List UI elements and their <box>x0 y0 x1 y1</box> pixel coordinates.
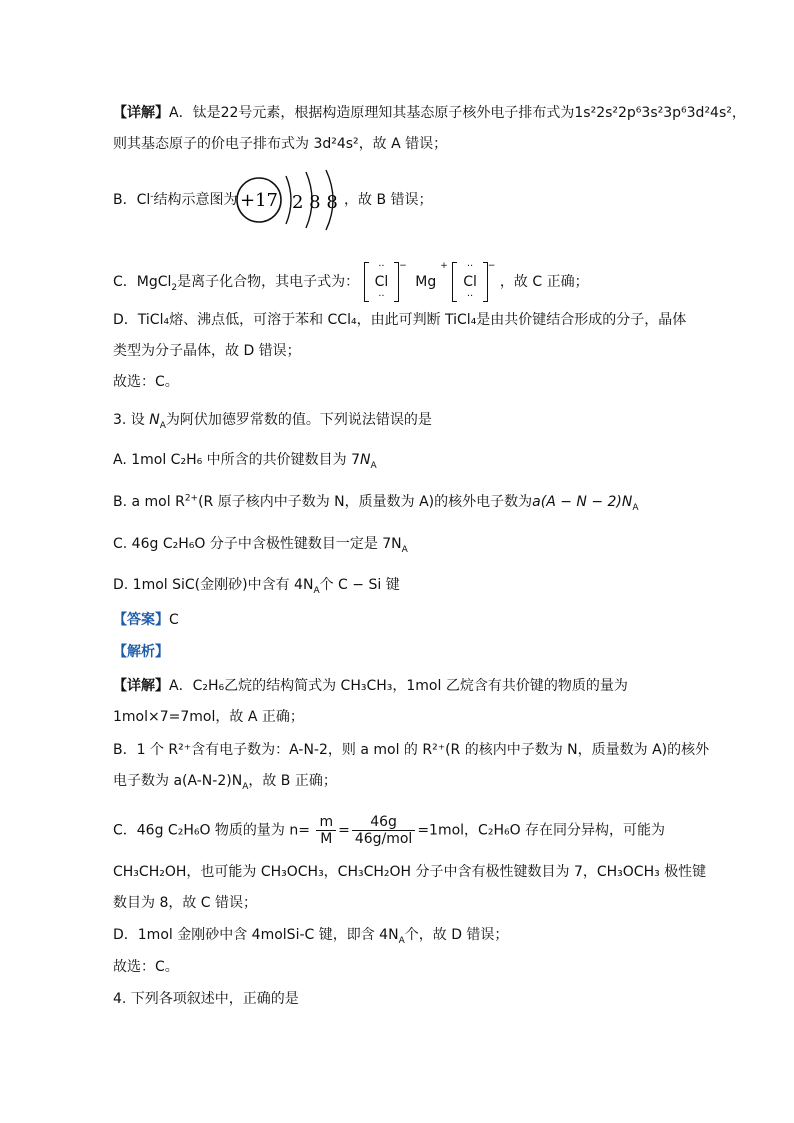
detail-c-line: C．MgCl$_2$是离子化合物，其电子式为： ·· Cl ·· − Mg+ ·· Cl ·· − ，故 C 正确； <box>113 261 589 302</box>
q3-explain-d: D．1mol 金刚砂中含 4molSi-C 键，即含 $4N_A$个，故 D 错误； <box>113 927 509 946</box>
q3-explain-a-line2: 1mol×7=7mol，故 A 正确； <box>113 709 304 725</box>
detail-b-line: B．Cl-结构示意图为 <box>113 191 238 208</box>
detail-d-line1: D．TiCl₄熔、沸点低，可溶于苯和 CCl₄，由此可判断 TiCl₄是由共价键结合形成的分子，晶体 <box>113 312 687 328</box>
q3-option-d: D. 1mol SiC(金刚砂)中含有 $4N_A$个 C − Si 键 <box>113 577 400 596</box>
fraction-m-over-M: $\frac{m}{M}$ <box>316 814 336 847</box>
nucleus-charge: +17 <box>240 190 278 211</box>
detail-d-line2: 类型为分子晶体，故 D 错误； <box>113 343 301 359</box>
q3-option-c: C. 46g C₂H₆O 分子中含极性键数目一定是 $7N_A$ <box>113 536 408 555</box>
q3-option-b: B. a mol $R^{2+}(R$ 原子核内中子数为 N，质量数为 A)的核外电子数为$a(A - N - 2)N_A$ <box>113 493 639 513</box>
q3-choice: 故选：C。 <box>113 959 179 975</box>
q3-explain-c-line3: 数目为 8，故 C 错误； <box>113 895 258 911</box>
analysis-tag: 【解析】 <box>113 644 169 660</box>
detail-a-line2: 则其基态原子的价电子排布式为 3d²4s²，故 A 错误； <box>113 136 448 152</box>
fraction-46g-over-molar: $\frac{46g}{\text{46g/mol}}$ <box>352 814 416 847</box>
q3-stem: 3. 设 $N_A$为阿伏加德罗常数的值。下列说法错误的是 <box>113 412 432 431</box>
q3-explain-c-line1: C．46g C₂H₆O 物质的量为 n= $\frac{m}{M}$ = $\frac{46g}{\text{46g/mol}}$ =1mol，C₂H₆O 存在同分异构，可能为 <box>113 814 666 847</box>
q3-explain-b-line1: B．1 个 R²⁺含有电子数为：A-N-2，则 a mol 的 R²⁺(R 的核内中子数为 N，质量数为 A)的核外 <box>113 742 710 758</box>
q3-explain-c-line2: CH₃CH₂OH，也可能为 CH₃OCH₃，CH₃CH₂OH 分子中含有极性键数目为 7，CH₃OCH₃ 极性键 <box>113 864 707 880</box>
detail-a-line1: 【详解】A．钛是22号元素，根据构造原理知其基态原子核外电子排布式为1s²2s²2p⁶3s²3p⁶3d²4s²， <box>113 105 746 121</box>
chloride-ion-structure-diagram <box>234 168 354 234</box>
q3-explain-b-line2: 电子数为 $a(A-N-2)N_A$，故 B 正确； <box>113 773 337 792</box>
answer-line: 【答案】C <box>113 612 179 628</box>
q3-explain-a-line1: 【详解】A．C₂H₆乙烷的结构简式为 CH₃CH₃，1mol 乙烷含有共价键的物质的量为 <box>113 678 628 694</box>
electron-shells: 2 8 8 <box>292 192 338 213</box>
choice-line: 故选：C。 <box>113 374 179 390</box>
mgcl2-electron-formula: ·· Cl ·· − Mg+ ·· Cl ·· − <box>364 262 496 302</box>
q4-stem: 4. 下列各项叙述中，正确的是 <box>113 991 299 1007</box>
detail-b-post: ，故 B 错误； <box>344 192 433 208</box>
q3-option-a: A. 1mol C₂H₆ 中所含的共价键数目为 $7N_A$ <box>113 452 377 471</box>
